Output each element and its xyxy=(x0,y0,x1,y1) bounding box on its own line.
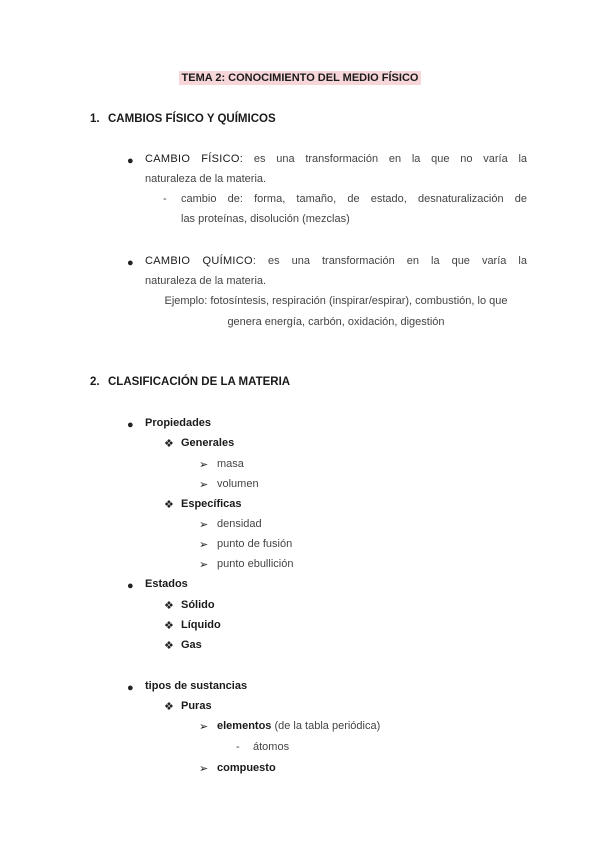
densidad-label: densidad xyxy=(217,518,262,530)
arrow-icon: ➢ xyxy=(199,459,209,471)
cambio-quimico-line1: CAMBIO QUÍMICO: es una transformación en la que varía la xyxy=(145,255,527,267)
section-2-number: 2. xyxy=(90,376,100,388)
bullet-dot-icon: ● xyxy=(127,580,134,592)
arrow-icon: ➢ xyxy=(199,539,209,551)
masa-label: masa xyxy=(217,458,244,470)
section-1-number: 1. xyxy=(90,113,100,125)
ejemplo-line2: genera energía, carbón, oxidación, digestión xyxy=(227,316,445,328)
propiedades-label: Propiedades xyxy=(145,417,212,429)
diamond-icon: ❖ xyxy=(164,600,174,612)
arrow-icon: ➢ xyxy=(199,763,209,775)
bullet-dot-icon: ● xyxy=(127,257,134,269)
diamond-icon: ❖ xyxy=(164,640,174,652)
elementos-note: (de la tabla periódica) xyxy=(271,720,381,732)
puras-label: Puras xyxy=(181,700,212,712)
bullet-dot-icon: ● xyxy=(127,155,134,167)
atomos-label: átomos xyxy=(253,741,290,753)
arrow-icon: ➢ xyxy=(199,519,209,531)
diamond-icon: ❖ xyxy=(164,701,174,713)
dash-icon: - xyxy=(236,741,240,753)
document-title: TEMA 2: CONOCIMIENTO DEL MEDIO FÍSICO xyxy=(0,72,600,84)
tipos-sustancias-label: tipos de sustancias xyxy=(145,680,248,692)
elementos-line xyxy=(217,720,380,732)
volumen-label: volumen xyxy=(217,478,259,490)
diamond-icon: ❖ xyxy=(164,499,174,511)
section-1-heading: CAMBIOS FÍSICO Y QUÍMICOS xyxy=(108,113,276,125)
diamond-icon: ❖ xyxy=(164,438,174,450)
especificas-label: Específicas xyxy=(181,498,242,510)
generales-label: Generales xyxy=(181,437,235,449)
bullet-dot-icon: ● xyxy=(127,419,134,431)
solido-label: Sólido xyxy=(181,599,215,611)
liquido-label: Líquido xyxy=(181,619,221,631)
elementos-label: elementos xyxy=(217,720,272,732)
cambio-quimico-line2: naturaleza de la materia. xyxy=(145,275,267,287)
punto-ebullicion-label: punto ebullición xyxy=(217,558,294,570)
cambio-fisico-line1: CAMBIO FÍSICO: es una transformación en la que no varía la xyxy=(145,153,528,165)
estados-label: Estados xyxy=(145,578,188,590)
cambio-fisico-sub-line1: cambio de: forma, tamaño, de estado, desnaturalización de xyxy=(181,193,527,205)
arrow-icon: ➢ xyxy=(199,559,209,571)
bullet-dot-icon: ● xyxy=(127,682,134,694)
arrow-icon: ➢ xyxy=(199,721,209,733)
cambio-fisico-sub-line2: las proteínas, disolución (mezclas) xyxy=(181,213,350,225)
arrow-icon: ➢ xyxy=(199,479,209,491)
dash-icon: - xyxy=(163,193,167,205)
compuesto-label: compuesto xyxy=(217,762,276,774)
diamond-icon: ❖ xyxy=(164,620,174,632)
gas-label: Gas xyxy=(181,639,202,651)
cambio-fisico-line2: naturaleza de la materia. xyxy=(145,173,267,185)
punto-fusion-label: punto de fusión xyxy=(217,538,293,550)
section-2-heading: CLASIFICACIÓN DE LA MATERIA xyxy=(108,376,291,388)
ejemplo-line1: Ejemplo: fotosíntesis, respiración (inspirar/espirar), combustión, lo que xyxy=(164,295,508,307)
